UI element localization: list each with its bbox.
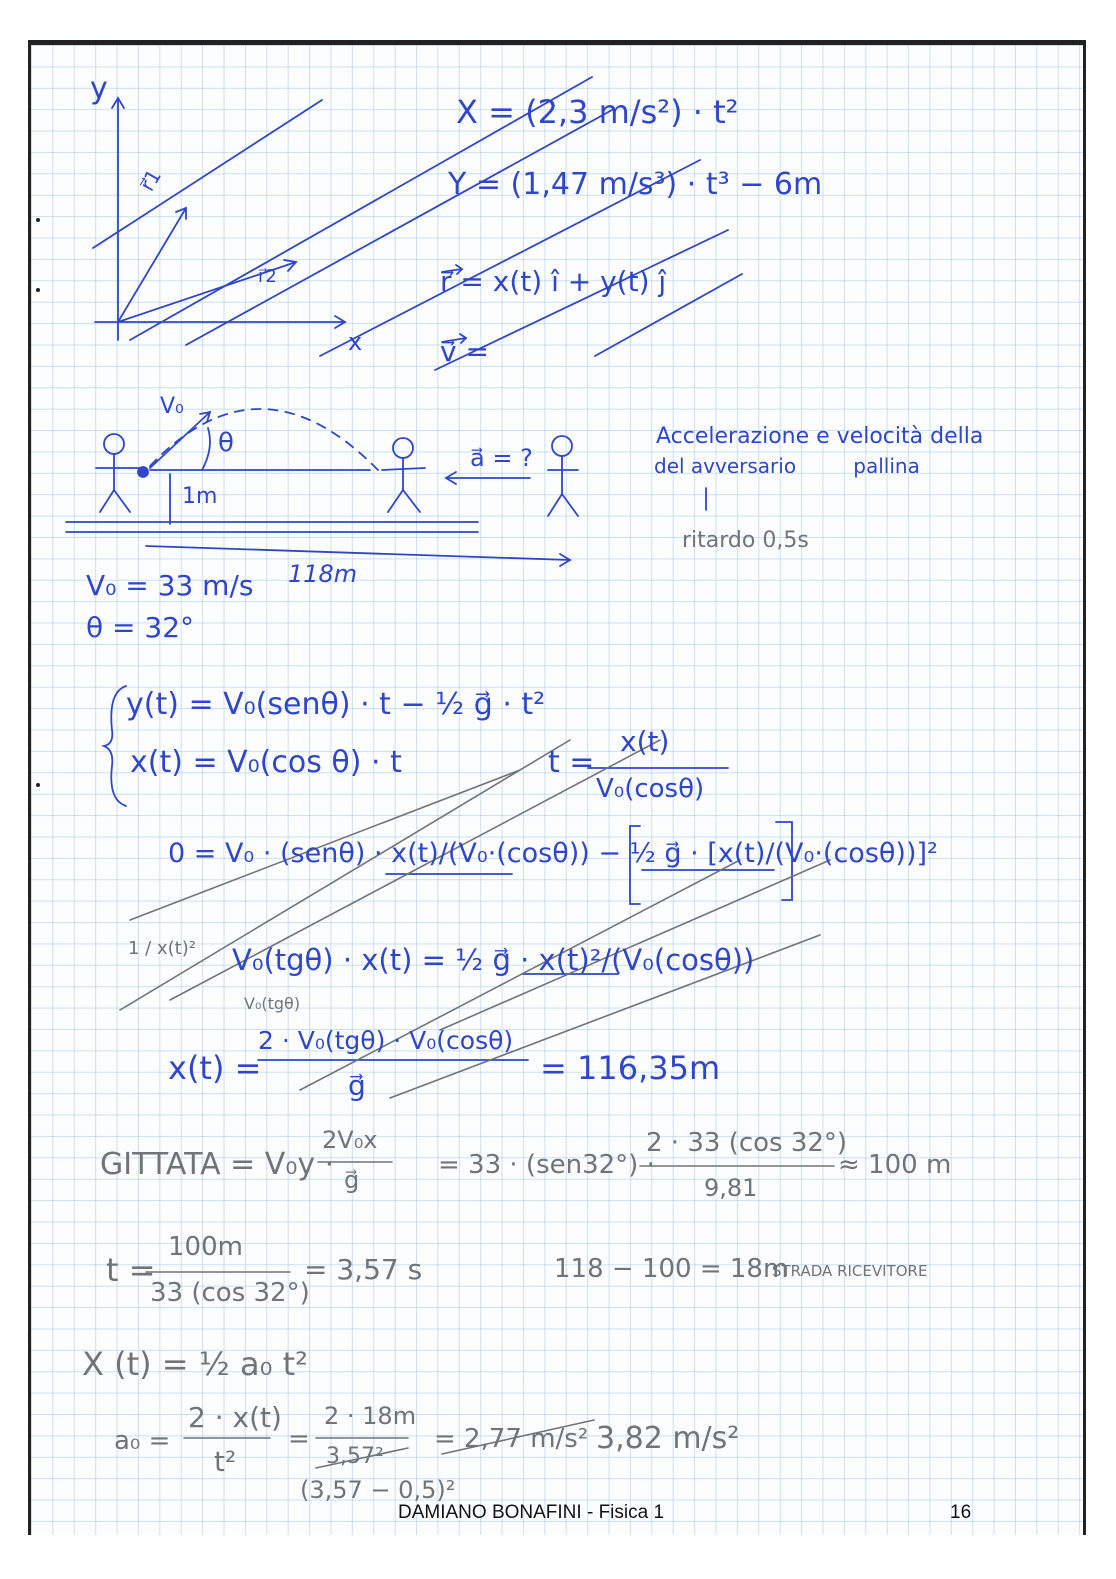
remaining-distance: 118 − 100 = 18m bbox=[554, 1254, 789, 1284]
accel-num: 2 · x(t) bbox=[188, 1401, 282, 1434]
given-theta: θ = 32° bbox=[86, 611, 195, 644]
v0-label: V₀ bbox=[160, 394, 184, 419]
accel-struck-result: = 2,77 m/s² bbox=[434, 1424, 589, 1454]
equation-x: X = (2,3 m/s²) · t² bbox=[456, 93, 739, 131]
cancel-term-1: 1 / x(t)² bbox=[128, 938, 196, 959]
xt-lhs: x(t) = bbox=[168, 1049, 262, 1087]
equation-r: r⃗ = x(t) î + y(t) ĵ bbox=[440, 265, 667, 298]
accel-den: t² bbox=[214, 1445, 237, 1478]
accel-den2: (3,57 − 0,5)² bbox=[300, 1476, 456, 1504]
distance-label: 118m bbox=[288, 560, 358, 588]
vector-r2-label: r⃗2 bbox=[258, 266, 277, 287]
given-v0: V₀ = 33 m/s bbox=[86, 569, 254, 602]
acceleration-question: a⃗ = ? bbox=[470, 444, 533, 472]
system-eq-y: y(t) = V₀(senθ) · t − ½ g⃗ · t² bbox=[126, 687, 546, 722]
t-lhs: t = bbox=[548, 745, 595, 780]
equation-v: v⃗ = bbox=[440, 335, 489, 368]
t-denominator: V₀(cosθ) bbox=[596, 774, 705, 804]
gittata-mid: = 33 · (sen32°) · bbox=[438, 1150, 655, 1180]
gittata-num2: 2 · 33 (cos 32°) bbox=[646, 1128, 848, 1158]
accel-lhs: a₀ = bbox=[114, 1426, 171, 1456]
gittata-lhs: GITTATA = V₀y · bbox=[100, 1147, 335, 1182]
remaining-note: STRADA RICEVITORE bbox=[772, 1262, 928, 1280]
accel-num2: 2 · 18m bbox=[324, 1402, 417, 1430]
note-line-1: Accelerazione e velocità della bbox=[656, 424, 984, 449]
delay-note: ritardo 0,5s bbox=[682, 528, 809, 553]
x-axis-label: x bbox=[348, 328, 363, 356]
t-numerator: x(t) bbox=[620, 725, 670, 758]
gittata-result: ≈ 100 m bbox=[838, 1150, 952, 1180]
page-number: 16 bbox=[950, 1502, 972, 1523]
vector-r1-label: r⃗1 bbox=[134, 164, 167, 196]
accel-equation: X (t) = ½ a₀ t² bbox=[82, 1345, 308, 1383]
theta-label: θ bbox=[218, 428, 234, 458]
cancel-term-2: V₀(tgθ) bbox=[244, 994, 301, 1013]
xt-result: = 116,35m bbox=[540, 1049, 721, 1087]
y-axis-label: y bbox=[90, 71, 108, 106]
time-num: 100m bbox=[168, 1232, 243, 1262]
gittata-fraction-den: g⃗ bbox=[344, 1166, 360, 1194]
footer-text: DAMIANO BONAFINI - Fisica 1 bbox=[398, 1502, 665, 1523]
time-lhs: t = bbox=[106, 1251, 156, 1289]
gittata-fraction-num: 2V₀x bbox=[322, 1126, 378, 1154]
time-den: 33 (cos 32°) bbox=[150, 1278, 310, 1308]
note-line-2: del avversario pallina bbox=[654, 454, 920, 478]
xt-numerator: 2 · V₀(tgθ) · V₀(cosθ) bbox=[258, 1026, 514, 1055]
zero-equation: 0 = V₀ · (senθ) · x(t)/(V₀·(cosθ)) − ½ g⃗ · [x(t)/(V₀·(cosθ))]² bbox=[168, 838, 938, 869]
tangent-equation: V₀(tgθ) · x(t) = ½ g⃗ · x(t)²/(V₀(cosθ)) bbox=[232, 943, 755, 977]
equation-y: Y = (1,47 m/s³) · t³ − 6m bbox=[448, 167, 823, 202]
time-result: = 3,57 s bbox=[304, 1253, 423, 1286]
height-label: 1m bbox=[182, 484, 218, 509]
gittata-den2: 9,81 bbox=[704, 1174, 758, 1202]
system-eq-x: x(t) = V₀(cos θ) · t bbox=[130, 745, 402, 780]
accel-result: 3,82 m/s² bbox=[596, 1421, 740, 1456]
accel-eq2: = bbox=[288, 1424, 310, 1454]
accel-den2-struck: 3,57² bbox=[326, 1444, 384, 1469]
xt-denominator: g⃗ bbox=[348, 1069, 366, 1102]
